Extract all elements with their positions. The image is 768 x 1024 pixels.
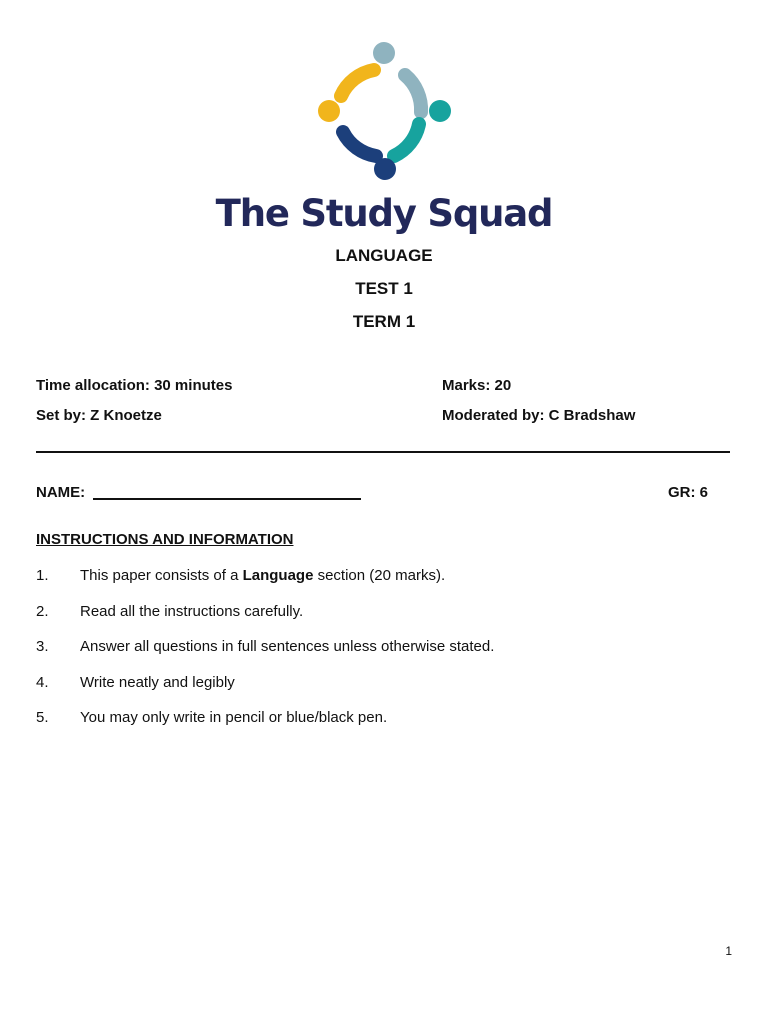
people-circle-logo-icon — [314, 40, 454, 180]
test-heading: TEST 1 — [355, 279, 413, 298]
time-allocation: Time allocation: 30 minutes — [36, 377, 233, 394]
instruction-text: Answer all questions in full sentences unless otherwise stated. — [80, 638, 495, 655]
instruction-text: Read all the instructions carefully. — [80, 603, 304, 620]
divider-line — [36, 451, 730, 453]
brand-name: The Study Squad — [215, 192, 553, 235]
set-by: Set by: Z Knoetze — [36, 407, 162, 424]
name-field-line[interactable] — [93, 498, 361, 500]
study-squad-logo — [314, 40, 454, 180]
instruction-text: Write neatly and legibly — [80, 674, 235, 691]
term-heading: TERM 1 — [352, 312, 416, 331]
instruction-number: 4. — [36, 674, 49, 691]
instruction-text: This paper consists of a Language section (20 marks). — [80, 567, 446, 584]
moderated-by: Moderated by: C Bradshaw — [442, 407, 636, 424]
instructions-title: INSTRUCTIONS AND INFORMATION — [36, 531, 294, 548]
instruction-text: You may only write in pencil or blue/black pen. — [80, 709, 388, 726]
name-label: NAME: — [36, 484, 86, 501]
page-number: 1 — [725, 944, 732, 958]
instruction-bold-term: Language — [242, 567, 314, 584]
instruction-number: 1. — [36, 567, 49, 584]
marks: Marks: 20 — [442, 377, 512, 394]
grade-label: GR: 6 — [668, 484, 709, 501]
instruction-number: 2. — [36, 603, 49, 620]
subject-heading: LANGUAGE — [335, 246, 433, 265]
instruction-number: 5. — [36, 709, 49, 726]
instruction-number: 3. — [36, 638, 49, 655]
